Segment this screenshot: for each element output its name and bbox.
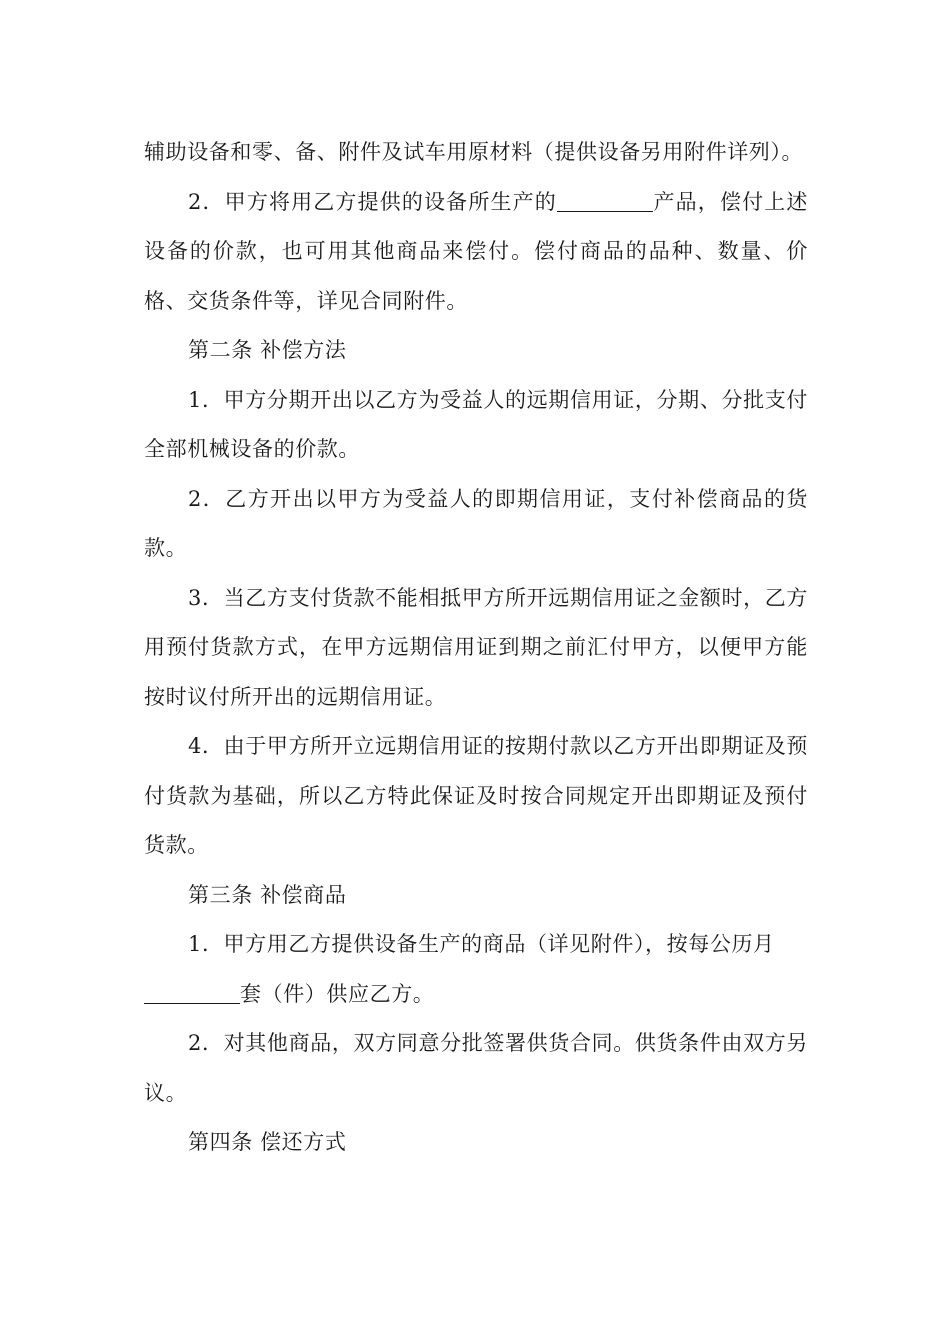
heading-text: 第三条 补偿商品	[188, 882, 347, 907]
section-heading-article-4	[144, 1118, 808, 1168]
heading-text: 第二条 补偿方法	[188, 338, 347, 362]
heading-text: 第四条 偿还方式	[188, 1130, 347, 1154]
section-heading-article-3	[144, 871, 808, 921]
clause-3-item-2	[144, 1019, 808, 1118]
paragraph-text: 3．当乙方支付货款不能相抵甲方所开远期信用证之金额时，乙方用预付货款方式，在甲方远期信用证到期之前汇付甲方，以便甲方能按时议付所开出的远期信用证。	[144, 585, 808, 709]
clause-2-item-2	[144, 475, 808, 574]
clause-2-item-3	[144, 574, 808, 723]
fill-in-blank-quantity	[144, 982, 240, 1004]
section-heading-article-2	[144, 326, 808, 376]
clause-3-item-1-continuation	[144, 970, 808, 1020]
fill-in-blank-product	[557, 190, 653, 212]
paragraph-continuation	[144, 128, 808, 178]
paragraph-text: 1．甲方分期开出以乙方为受益人的远期信用证，分期、分批支付全部机械设备的价款。	[144, 387, 808, 461]
paragraph-text: 2．甲方将用乙方提供的设备所生产的	[188, 189, 557, 214]
paragraph-text: 2．乙方开出以甲方为受益人的即期信用证，支付补偿商品的货款。	[144, 486, 808, 560]
document-body	[144, 128, 808, 1168]
paragraph-text: 套（件）供应乙方。	[240, 981, 435, 1006]
paragraph-text: 产品，偿付上述设备的价款，也可用其他商品来偿付。偿付商品的品种、数量、价格、交货条件等，详见合同附件。	[144, 189, 808, 313]
paragraph-text: 4．由于甲方所开立远期信用证的按期付款以乙方开出即期证及预付货款为基础，所以乙方特此保证及时按合同规定开出即期证及预付货款。	[144, 734, 808, 857]
paragraph-text: 辅助设备和零、备、附件及试车用原材料（提供设备另用附件详列）。	[144, 140, 804, 164]
clause-2-item-4	[144, 722, 808, 871]
clause-3-item-1	[144, 920, 808, 970]
clause-2-item-1	[144, 376, 808, 475]
paragraph-text: 2．对其他商品，双方同意分批签署供货合同。供货条件由双方另议。	[144, 1031, 808, 1105]
clause-1-item-2	[144, 178, 808, 327]
paragraph-text: 1．甲方用乙方提供设备生产的商品（详见附件），按每公历月	[188, 932, 775, 956]
